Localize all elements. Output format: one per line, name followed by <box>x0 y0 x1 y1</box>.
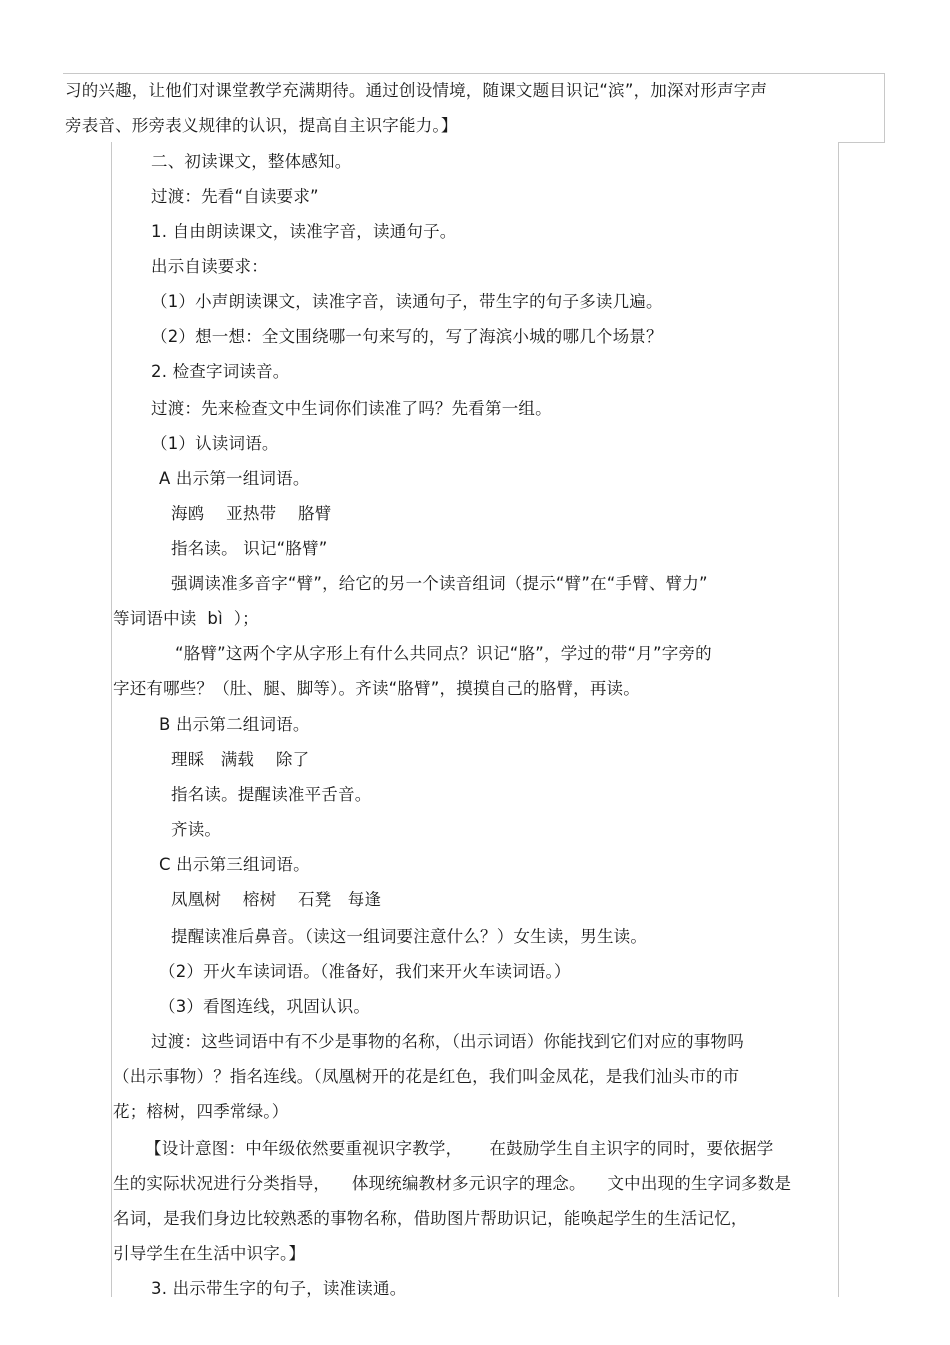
top-box-border-top <box>63 73 885 74</box>
word-group: 凤凰树 榕树 石凳 每逢 <box>171 890 382 909</box>
text-line: （1）认读词语。 <box>151 434 279 453</box>
cell-border-right <box>838 142 839 1297</box>
word-group: 海鸥 亚热带 胳臂 <box>171 504 332 523</box>
text-line: （出示事物）？指名连线。（凤凰树开的花是红色，我们叫金凤花，是我们汕头市的市 <box>113 1067 740 1086</box>
text-line: （2）开火车读词语。（准备好，我们来开火车读词语。） <box>159 962 571 981</box>
text-line: 强调读准多音字“臂”，给它的另一个读音组词（提示“臂”在“手臂、臂力” <box>171 574 708 593</box>
text-line: 齐读。 <box>171 820 222 839</box>
text-line: 提醒读准后鼻音。（读这一组词要注意什么？）女生读，男生读。 <box>171 927 648 946</box>
text-line: 过渡：先来检查文中生词你们读准了吗？先看第一组。 <box>151 399 552 418</box>
text-line: 出示自读要求： <box>151 257 268 276</box>
text-line: （2）想一想：全文围绕哪一句来写的，写了海滨小城的哪几个场景？ <box>151 327 663 346</box>
text-line: 等词语中读 bì ）； <box>113 609 259 628</box>
top-box-border-bottom-right <box>838 142 885 143</box>
design-intent: 生的实际状况进行分类指导， 体现统编教材多元识字的理念。 文中出现的生字词多数是 <box>113 1174 792 1193</box>
word-group: 理睬 满载 除了 <box>171 750 310 769</box>
text-line: A 出示第一组词语。 <box>159 469 310 488</box>
text-line: 过渡：先看“自读要求” <box>151 187 319 206</box>
text-line: 花；榕树，四季常绿。） <box>113 1102 289 1121</box>
text-line: B 出示第二组词语。 <box>159 715 310 734</box>
text-line: 指名读。提醒读准平舌音。 <box>171 785 372 804</box>
intro-line-2: 旁表音、形旁表义规律的认识，提高自主识字能力。】 <box>65 116 458 135</box>
top-box-border-right <box>884 73 885 143</box>
design-intent: 【设计意图：中年级依然要重视识字教学， 在鼓励学生自主识字的同时，要依据学 <box>145 1139 774 1158</box>
design-intent: 名词，是我们身边比较熟悉的事物名称，借助图片帮助识记，能唤起学生的生活记忆， <box>113 1209 748 1228</box>
text-line: 3. 出示带生字的句子，读准读通。 <box>151 1279 407 1298</box>
text-line: 过渡：这些词语中有不少是事物的名称，（出示词语）你能找到它们对应的事物吗 <box>151 1032 744 1051</box>
text-line: “胳臂”这两个字从字形上有什么共同点？识记“胳”，学过的带“月”字旁的 <box>175 644 712 663</box>
text-line: （3）看图连线，巩固认识。 <box>159 997 371 1016</box>
text-line: 2. 检查字词读音。 <box>151 362 290 381</box>
text-line: 1. 自由朗读课文，读准字音，读通句子。 <box>151 222 457 241</box>
text-line: （1）小声朗读课文，读准字音，读通句子，带生字的句子多读几遍。 <box>151 292 663 311</box>
text-line: 指名读。 识记“胳臂” <box>171 539 328 558</box>
text-line: C 出示第三组词语。 <box>159 855 310 874</box>
section-heading: 二、初读课文，整体感知。 <box>151 152 352 171</box>
text-line: 字还有哪些？（肚、腿、脚等）。齐读“胳臂”，摸摸自己的胳臂，再读。 <box>113 679 640 698</box>
cell-border-left <box>111 142 112 1297</box>
intro-line-1: 习的兴趣，让他们对课堂教学充满期待。通过创设情境，随课文题目识记“滨”，加深对形声字声 <box>65 81 768 100</box>
design-intent: 引导学生在生活中识字。】 <box>113 1244 306 1263</box>
